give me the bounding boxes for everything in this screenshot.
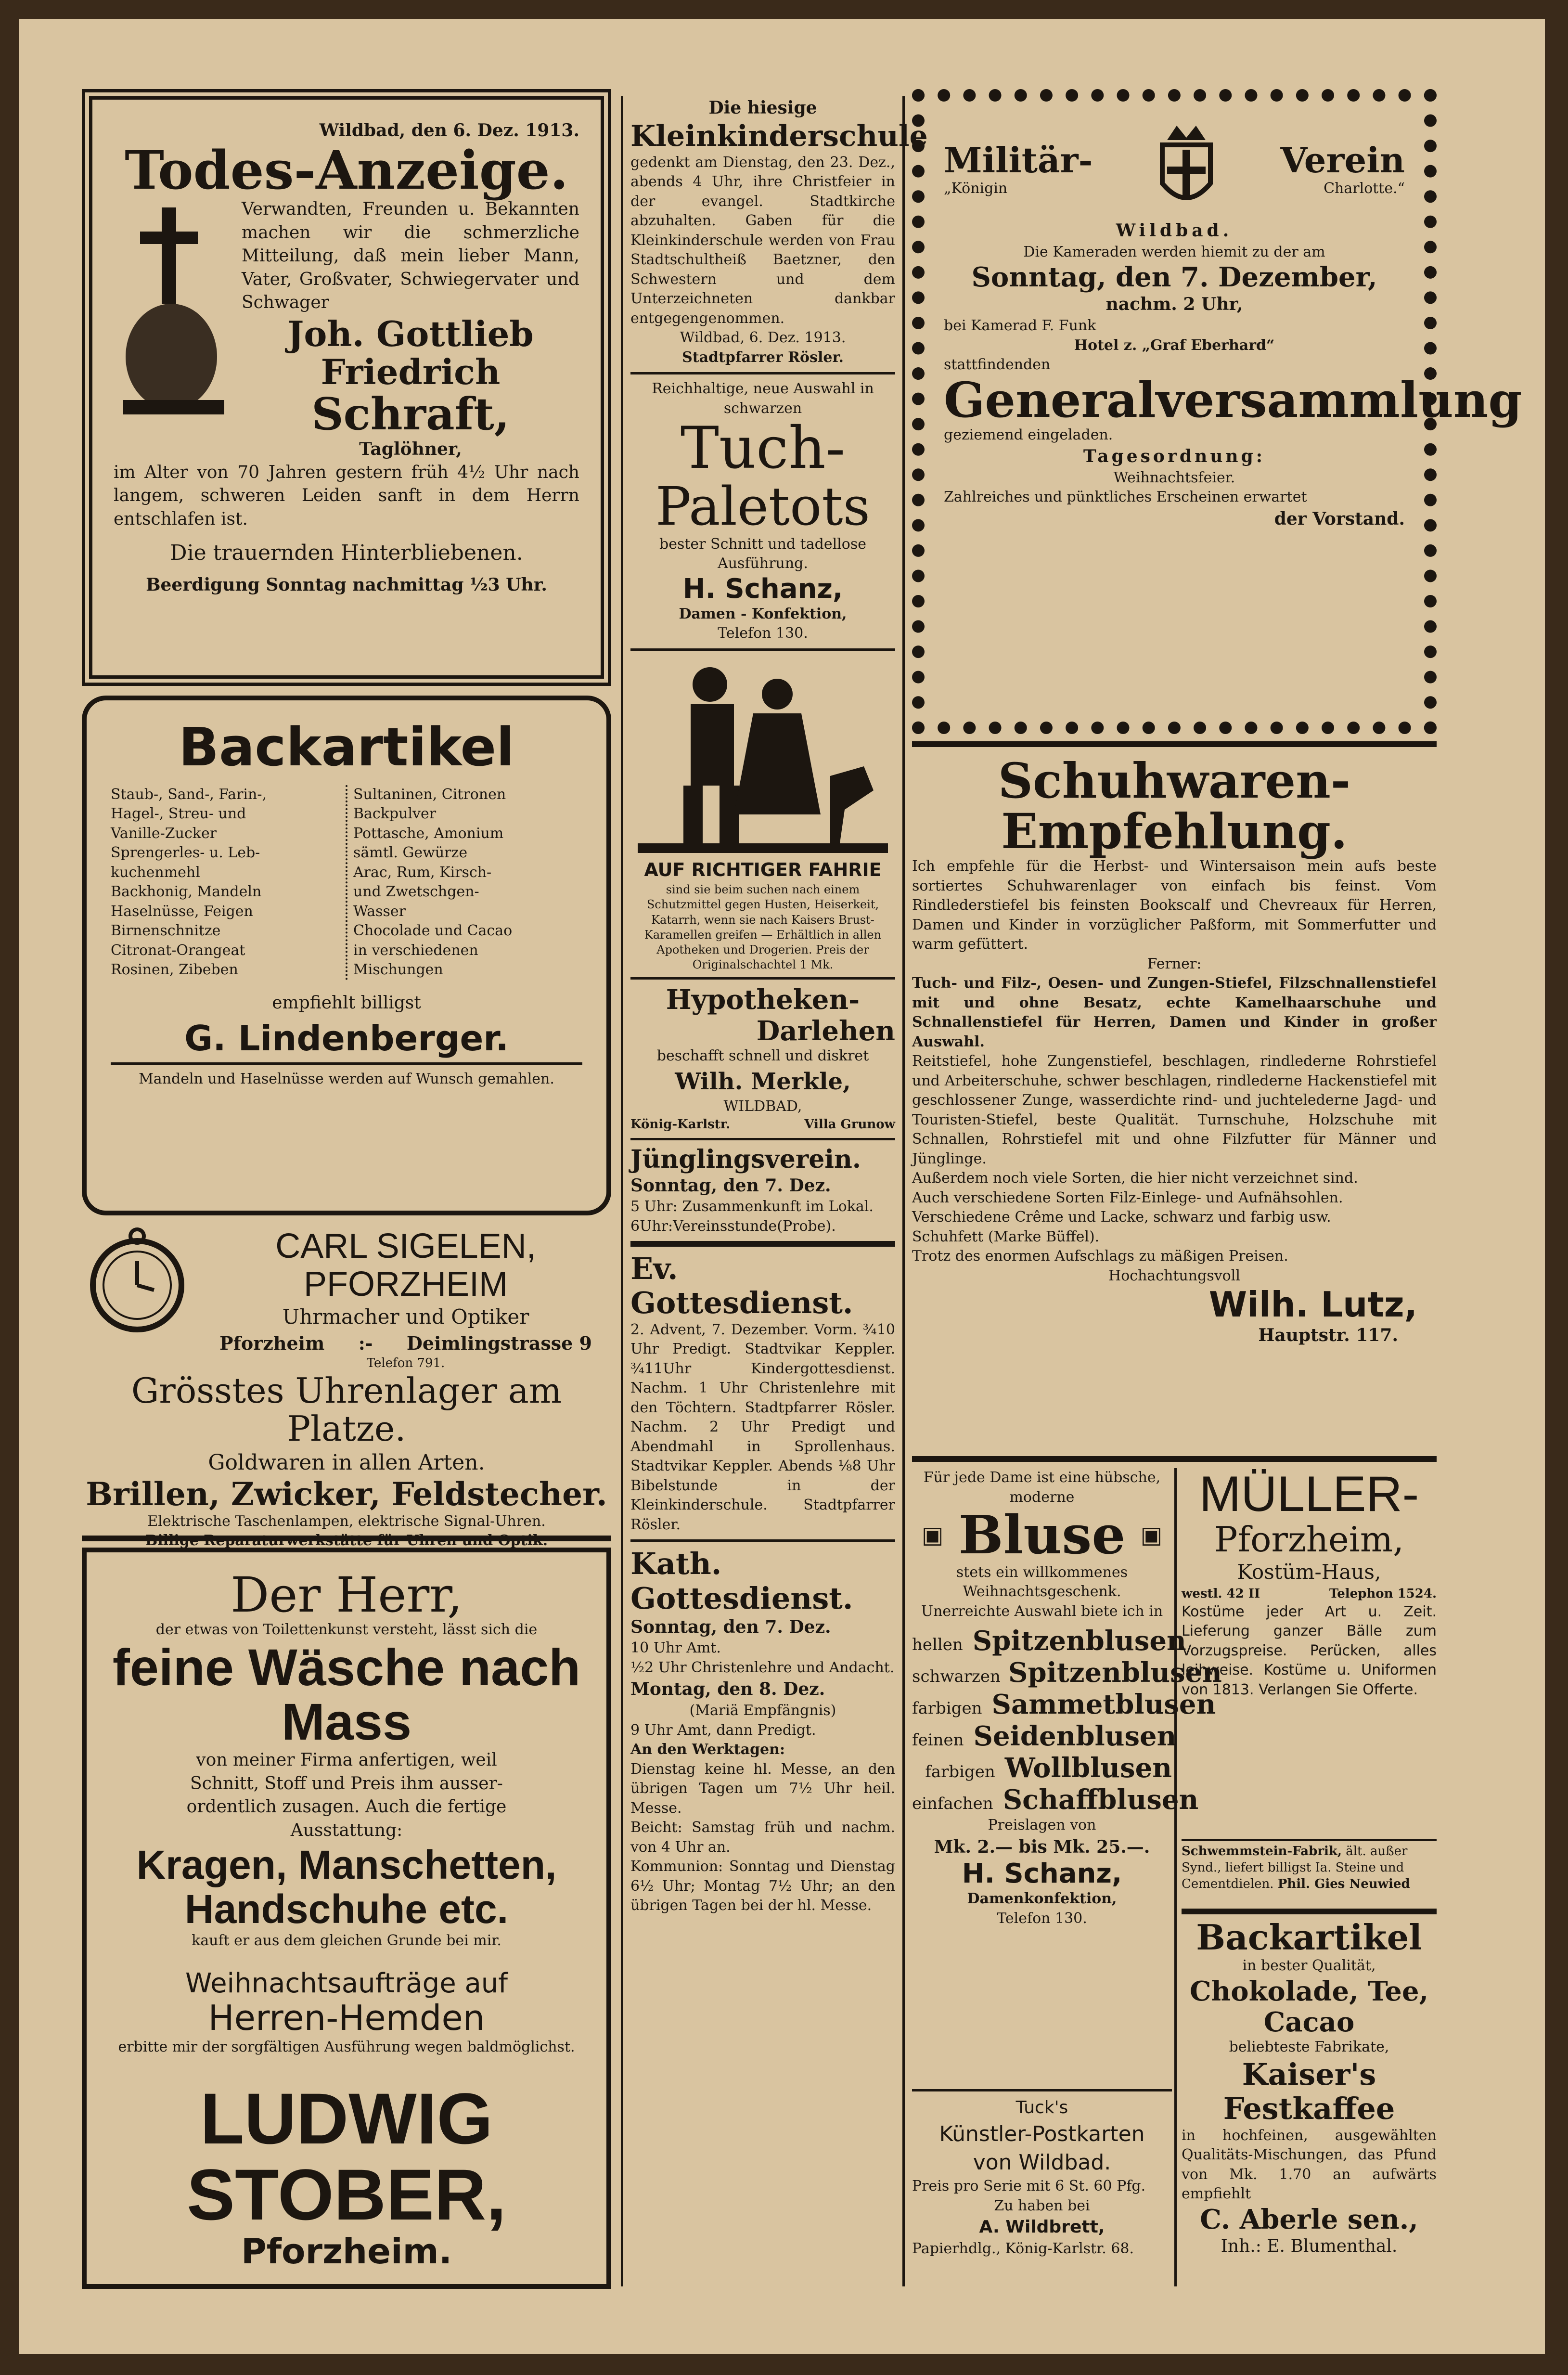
- merkle-name: Wilh. Merkle,: [675, 1068, 851, 1095]
- sigelen-separator: :-: [358, 1332, 373, 1355]
- juenglings-title: Jünglingsverein.: [630, 1144, 861, 1174]
- bluse-range: Mk. 2.— bis Mk. 25.—.: [934, 1836, 1150, 1857]
- militaer-at: bei Kamerad F. Funk: [944, 317, 1096, 335]
- stober-line5: ordentlich zusagen. Auch die fertige: [186, 1797, 507, 1817]
- aberle-name: C. Aberle sen.,: [1200, 2203, 1418, 2235]
- militaer-sub-right: Charlotte.“: [1324, 180, 1405, 197]
- ev-title: Ev. Gottesdienst.: [630, 1251, 853, 1321]
- divider: [111, 1062, 582, 1065]
- bluse-text2: Unerreichte Auswahl biete ich in: [921, 1602, 1163, 1620]
- kath-l4: 9 Uhr Amt, dann Predigt.: [630, 1721, 816, 1739]
- bluse-name: H. Schanz,: [962, 1858, 1122, 1890]
- divider: [630, 1241, 895, 1247]
- lutz-name: Wilh. Lutz,: [1208, 1284, 1417, 1325]
- bluse-list: [912, 1625, 1222, 1816]
- divider: [82, 1536, 611, 1541]
- crown-shield-emblem: [1143, 121, 1230, 219]
- kath-beicht: Beicht: Samstag früh und nachm. von 4 Uhr an.: [630, 1819, 895, 1856]
- lutz-addr: Hauptstr. 117.: [1258, 1325, 1398, 1346]
- bluse-phone: Telefon 130.: [997, 1910, 1087, 1927]
- aberle-brand: beliebteste Fabrikate,: [1229, 2039, 1389, 2056]
- aberle-q: in bester Qualität,: [1242, 1957, 1376, 1975]
- lutz-p7: Schuhfett (Marke Büffel).: [912, 1228, 1100, 1245]
- militaer-right: Verein: [1280, 140, 1405, 181]
- stober-kragen: Kragen, Manschetten,: [136, 1842, 557, 1887]
- militaer-date: Sonntag, den 7. Dezember,: [971, 261, 1377, 294]
- sigelen-street: Deimlingstrasse 9: [406, 1332, 592, 1355]
- sigelen-gold: Goldwaren in allen Arten.: [208, 1450, 485, 1475]
- mueller-costume-ad: [1182, 1468, 1437, 1844]
- schanz-paletots-ad: [630, 379, 895, 644]
- kath-kommunion: Kommunion: Sonntag und Dienstag 6½ Uhr; Montag 7½ Uhr; an den übrigen Tagen bei der hl. Messe.: [630, 1858, 895, 1914]
- list-item: [912, 1689, 1216, 1720]
- dancing-couple-illustration: [630, 656, 895, 858]
- divider: [630, 1138, 895, 1140]
- mueller-name: MÜLLER-: [1199, 1466, 1419, 1522]
- ev-gottesdienst-notice: [630, 1252, 895, 1535]
- stober-line2: der etwas von Toilettenkunst versteht, lässt sich die: [155, 1621, 538, 1638]
- militaer-time: nachm. 2 Uhr,: [1105, 294, 1243, 315]
- kinderschule-title: Kleinkinderschule: [630, 119, 928, 153]
- merkle-addr2: Villa Grunow: [804, 1117, 895, 1132]
- divider: [1182, 1909, 1437, 1914]
- lutz-title: Schuhwaren-Empfehlung.: [998, 752, 1351, 860]
- tuck-addr: Papierhdlg., König-Karlstr. 68.: [912, 2240, 1134, 2257]
- blusen-name: Schaffblusen: [1002, 1784, 1199, 1816]
- juenglings-date: Sonntag, den 7. Dez.: [630, 1175, 831, 1196]
- list-item: Wasser: [353, 903, 406, 920]
- ornament-icon: ▣: [922, 1521, 944, 1549]
- kath-date2: Montag, den 8. Dez.: [630, 1679, 825, 1700]
- schanz-phone: Telefon 130.: [718, 625, 808, 642]
- stober-weihnacht: Weihnachtsaufträge auf: [185, 1967, 508, 1999]
- kinderschule-date: Wildbad, 6. Dez. 1913.: [680, 329, 846, 347]
- blusen-name: Spitzenblusen: [1008, 1657, 1222, 1689]
- militaer-stattfindenden: stattfindenden: [944, 356, 1051, 374]
- list-item: Citronat-Orangeat: [111, 942, 245, 959]
- aberle-items: Chokolade, Tee, Cacao: [1189, 1975, 1429, 2039]
- stober-line4: Schnitt, Stoff und Preis ihm ausser-: [190, 1773, 503, 1794]
- list-item: [912, 1657, 1222, 1689]
- list-item: Backhonig, Mandeln: [111, 883, 262, 900]
- divider: [912, 1456, 1437, 1462]
- burial-time: Beerdigung Sonntag nachmittag ½3 Uhr.: [146, 574, 547, 595]
- militaer-place: Wildbad.: [1116, 220, 1233, 241]
- aberle-title: Backartikel: [1196, 1917, 1422, 1958]
- bluse-prices: Preislagen von: [988, 1817, 1096, 1833]
- sigelen-name: CARL SIGELEN, PFORZHEIM: [275, 1227, 536, 1304]
- kath-date1: Sonntag, den 7. Dez.: [630, 1616, 831, 1637]
- stober-ad: [82, 1548, 611, 2289]
- column-rule: [621, 96, 623, 2286]
- militaer-sub-left: „Königin: [944, 180, 1008, 197]
- aberle-ad: [1182, 1918, 1437, 2298]
- backartikel-left-list: [111, 785, 340, 980]
- stober-headline: feine Wäsche nach Mass: [112, 1638, 581, 1751]
- militaer-closing: Zahlreiches und pünktliches Erscheinen erwartet: [944, 489, 1307, 506]
- stober-der-herr: Der Herr,: [231, 1567, 463, 1623]
- mueller-addr: westl. 42 II: [1182, 1587, 1260, 1601]
- lutz-p1: Ich empfehle für die Herbst- und Wintersaison mein aufs beste sortiertes Schuhwarenlager von einfach bis feinst. Vom Rindlederstiefel bis feinsten Bookscalf und Chevreaux für Herren, Damen und Kinder in vorzüglicher Paßform, mit Sommerfutter und warm gefüttert.: [912, 858, 1437, 953]
- aberle-kaiser: Kaiser's Festkaffee: [1223, 2056, 1395, 2127]
- lutz-p6: Verschiedene Crême und Lacke, schwarz und farbig usw.: [912, 1209, 1331, 1226]
- ev-text: 2. Advent, 7. Dezember. Vorm. ¾10 Uhr Predigt. Stadtvikar Keppler. ¾11Uhr Kindergottesdienst. Nachm. 1 Uhr Christenlehre mit den Töchtern. Stadtpfarrer Rösler. Nachm. 2 Uhr Predigt und Abendmahl in Sprollenhaus. Stadtvikar Keppler. Abends ⅛8 Uhr Bibelstunde in der Kleinkinderschule. Stadtpfarrer Rösler.: [630, 1321, 895, 1533]
- stober-handschuhe: Handschuhe etc.: [184, 1886, 509, 1932]
- kinderschule-pre: Die hiesige: [708, 98, 817, 118]
- backartikel-right-list: [353, 785, 582, 980]
- merchant-name: G. Lindenberger.: [184, 1018, 509, 1059]
- list-item: [912, 1752, 1172, 1784]
- blusen-name: Sammetblusen: [991, 1689, 1216, 1720]
- merkle-ad: [630, 984, 895, 1133]
- deceased-name-2: Schraft,: [311, 388, 510, 440]
- list-item: [912, 1625, 1186, 1657]
- bluse-text1: stets ein willkommenes Weihnachtsgeschenk.: [956, 1563, 1128, 1600]
- death-intro: Verwandten, Freunden u. Bekannten machen wir die schmerzliche Mitteilung, daß mein lieber Mann, Vater, Großvater, Schwiegervater und Schwager: [242, 199, 579, 313]
- paletots-title: Paletots: [655, 476, 870, 538]
- column-2: [630, 96, 928, 1916]
- list-item: Hagel-, Streu- und: [111, 805, 246, 822]
- sigelen-city: Pforzheim: [219, 1332, 325, 1355]
- stober-erbitte: erbitte mir der sorgfältigen Ausführung wegen baldmöglichst.: [118, 2038, 575, 2055]
- militaer-tages: Tagesordnung:: [1083, 446, 1266, 467]
- list-item: Chocolade und Cacao: [353, 922, 513, 939]
- list-item: Staub-, Sand-, Farin-,: [111, 786, 267, 803]
- sigelen-elektrisch: Elektrische Taschenlampen, elektrische Signal-Uhren.: [147, 1512, 546, 1530]
- stober-ausstattung: Ausstattung:: [290, 1820, 403, 1841]
- kinderschule-notice: [630, 96, 928, 367]
- kath-l5: Dienstag keine hl. Messe, an den übrigen Tagen um 7½ Uhr heil. Messe.: [630, 1760, 895, 1817]
- paletots-quality: bester Schnitt und tadellose Ausführung.: [659, 535, 866, 572]
- death-title: Todes-Anzeige.: [125, 139, 568, 201]
- militaer-weihnacht: Weihnachtsfeier.: [1113, 469, 1235, 486]
- lutz-p4: Außerdem noch viele Sorten, die hier nicht verzeichnet sind.: [912, 1170, 1358, 1187]
- tuck-name: A. Wildbrett,: [979, 2217, 1105, 2237]
- juenglings-l1: 5 Uhr: Zusammenkunft im Lokal.: [630, 1198, 874, 1215]
- bluse-title: Bluse: [958, 1504, 1126, 1566]
- stober-city: Pforzheim.: [241, 2231, 452, 2272]
- tuck-postcards-ad: [912, 2089, 1172, 2291]
- list-item: [912, 1784, 1199, 1816]
- stober-hemden: Herren-Hemden: [208, 1998, 485, 2039]
- kinderschule-sign: Stadtpfarrer Rösler.: [682, 349, 844, 366]
- list-item: Backpulver: [353, 805, 437, 822]
- militaer-left: Militär-: [944, 140, 1093, 181]
- list-item: Haselnüsse, Feigen: [111, 903, 253, 920]
- mourning-angel-illustration: [114, 198, 234, 461]
- death-place-date: Wildbad, den 6. Dez. 1913.: [319, 120, 579, 141]
- mueller-phone: Telephon 1524.: [1329, 1587, 1437, 1601]
- deceased-occupation: Taglöhner,: [359, 439, 462, 460]
- lutz-p3: Reitstiefel, hohe Zungenstiefel, beschlagen, rindlederne Rohrstiefel und Arbeiterschuhe, schwer beschlagen, rindlederne Hackenstiefel mit geschlossener Zunge, wasserdichte rind- und juchtelederne Jagd- und Touristen-Stiefel, beste Qualität. Turnschuhe, Holzschuhe mit Schnallen, Rohrstiefel mit und ohne Filzfutter für Männer und Jünglinge.: [912, 1053, 1437, 1167]
- kath-werktage: An den Werktagen:: [630, 1741, 785, 1758]
- list-item: Sultaninen, Citronen: [353, 786, 506, 803]
- tuck-l1: Tuck's: [1015, 2098, 1068, 2117]
- backartikel-note: Mandeln und Haselnüsse werden auf Wunsch gemahlen.: [139, 1071, 554, 1088]
- blusen-adjective: farbigen: [925, 1762, 995, 1781]
- stober-kauft: kauft er aus dem gleichen Grunde bei mir.: [192, 1932, 501, 1949]
- lutz-p2: Tuch- und Filz-, Oesen- und Zungen-Stiefel, Filzschnallenstiefel mit und ohne Besatz, echte Kamelhaarschuhe und Schnallenstiefel für Herren, Damen und Kinder in großer Auswahl.: [912, 975, 1437, 1050]
- list-item: und Zwetschgen-: [353, 883, 479, 900]
- divider: [630, 1539, 895, 1542]
- lutz-greet: Hochachtungsvoll: [1108, 1267, 1240, 1284]
- sigelen-headline: Grösstes Uhrenlager am Platze.: [131, 1370, 562, 1449]
- divider: [912, 741, 1437, 747]
- kath-l1: 10 Uhr Amt.: [630, 1639, 721, 1657]
- kath-l3: (Mariä Empfängnis): [689, 1702, 836, 1719]
- lutz-p5: Auch verschiedene Sorten Filz-Einlege- und Aufnähsohlen.: [912, 1189, 1343, 1206]
- blusen-name: Seidenblusen: [973, 1720, 1177, 1752]
- kath-gottesdienst-notice: [630, 1547, 895, 1915]
- merkle-text: beschafft schnell und diskret: [656, 1047, 869, 1065]
- lutz-shoe-ad: [912, 752, 1437, 1454]
- tuck-l2: Künstler-Postkarten: [939, 2121, 1145, 2146]
- schwemm-title: Schwemmstein-Fabrik,: [1182, 1844, 1342, 1859]
- schanz-name: H. Schanz,: [682, 573, 843, 605]
- merkle-city: WILDBAD,: [723, 1098, 802, 1115]
- list-item: [912, 1720, 1177, 1752]
- list-item: Pottasche, Amonium: [353, 825, 504, 842]
- column-rule: [1174, 1468, 1177, 2286]
- kath-l2: ½2 Uhr Christenlehre und Andacht.: [630, 1659, 895, 1676]
- aberle-text: in hochfeinen, ausgewählten Qualitäts-Mischungen, das Pfund von Mk. 1.70 an aufwärts empfiehlt: [1182, 2127, 1437, 2203]
- deceased-name-1: Joh. Gottlieb Friedrich: [287, 313, 534, 393]
- blusen-adjective: einfachen: [912, 1794, 993, 1813]
- merkle-addr1: König-Karlstr.: [630, 1117, 731, 1132]
- schwemm-name: Phil. Gies Neuwied: [1277, 1876, 1410, 1891]
- blusen-name: Spitzenblusen: [972, 1625, 1186, 1657]
- blusen-adjective: hellen: [912, 1635, 963, 1654]
- sigelen-trade: Uhrmacher und Optiker: [282, 1305, 529, 1329]
- list-item: sämtl. Gewürze: [353, 844, 468, 861]
- list-item: Arac, Rum, Kirsch-: [353, 864, 492, 881]
- schanz-dept: Damen - Konfektion,: [679, 605, 847, 622]
- death-text: im Alter von 70 Jahren gestern früh 4½ Uhr nach langem, schweren Leiden sanft in dem Herrn entschlafen ist.: [114, 462, 579, 529]
- juenglingsverein-notice: [630, 1145, 895, 1236]
- backartikel-title: Backartikel: [179, 716, 514, 778]
- merkle-title2: Darlehen: [756, 1015, 895, 1047]
- militaer-title: Generalversammlung: [944, 371, 1522, 428]
- aberle-owner: Inh.: E. Blumenthal.: [1221, 2236, 1398, 2256]
- ornament-icon: ▣: [1140, 1521, 1162, 1549]
- blusen-adjective: farbigen: [912, 1699, 982, 1718]
- sigelen-brillen: Brillen, Zwicker, Feldstecher.: [86, 1475, 607, 1513]
- militaer-hotel: Hotel z. „Graf Eberhard“: [1074, 336, 1275, 354]
- list-item: Rosinen, Zibeben: [111, 961, 238, 978]
- schwemmstein-ad: [1182, 1844, 1437, 1906]
- tuck-l3: von Wildbad.: [973, 2150, 1111, 2175]
- militaer-invite: Die Kameraden werden hiemit zu der am: [1023, 243, 1325, 260]
- militaer-verein-notice: [912, 89, 1522, 734]
- blusen-adjective: feinen: [912, 1730, 964, 1750]
- sigelen-repair: Billige Reparaturwerkstätte für Uhren und Optik.: [145, 1532, 548, 1549]
- stober-name: LUDWIG STOBER,: [186, 2078, 506, 2235]
- tuck-zu: Zu haben bei: [994, 2197, 1090, 2214]
- list-item: Mischungen: [353, 961, 443, 978]
- kinderschule-text: gedenkt am Dienstag, den 23. Dez., abends 4 Uhr, ihre Christfeier in der evangel. Stadtkirche abzuhalten. Gaben für die Kleinkinderschule werden von Frau Stadtschultheiß Baetzner, den Schwestern und dem Unterzeichneten dankbar entgegengenommen.: [630, 154, 895, 327]
- list-item: Birnenschnitze: [111, 922, 221, 939]
- bluse-intro: Für jede Dame ist eine hübsche, moderne: [923, 1469, 1161, 1506]
- list-item: kuchenmehl: [111, 864, 200, 881]
- kaiser-fahrie-ad: [630, 656, 895, 972]
- list-item: Sprengerles- u. Leb-: [111, 844, 260, 861]
- divider: [630, 372, 895, 374]
- death-notice: [82, 89, 611, 686]
- list-item: in verschiedenen: [353, 942, 478, 959]
- pocket-watch-illustration: [82, 1227, 193, 1372]
- mourners: Die trauernden Hinterbliebenen.: [170, 541, 523, 566]
- stober-line3: von meiner Firma anfertigen, weil: [196, 1750, 497, 1770]
- lutz-p8: Trotz des enormen Aufschlags zu mäßigen Preisen.: [912, 1248, 1288, 1265]
- paletots-tuch: Tuch-: [680, 415, 846, 482]
- militaer-sign: der Vorstand.: [1274, 508, 1405, 529]
- tuck-price: Preis pro Serie mit 6 St. 60 Pfg.: [912, 2178, 1146, 2195]
- bluse-dept: Damenkonfektion,: [967, 1890, 1117, 1908]
- blusen-name: Wollblusen: [1004, 1752, 1172, 1784]
- mueller-city: Pforzheim,: [1214, 1519, 1404, 1560]
- merkle-title1: Hypotheken-: [666, 984, 860, 1016]
- mueller-text: Kostüme jeder Art u. Zeit. Lieferung ganzer Bälle zum Vorzugspreise. Perücken, alles leihweise. Kostüme u. Uniformen von 1813. Verlangen Sie Offerte.: [1182, 1603, 1437, 1698]
- sigelen-phone: Telefon 791.: [366, 1356, 445, 1371]
- fahrie-title: AUF RICHTIGER FAHRIE: [644, 859, 882, 880]
- newspaper-page: [19, 19, 1545, 2354]
- militaer-gez: geziemend eingeladen.: [944, 426, 1113, 443]
- column-divider: [346, 785, 347, 980]
- mueller-type: Kostüm-Haus,: [1237, 1560, 1381, 1584]
- kath-title: Kath. Gottesdienst.: [630, 1546, 853, 1616]
- backartikel-lindenberger-ad: [82, 696, 611, 1215]
- sigelen-ad: [82, 1227, 611, 1549]
- recommend-text: empfiehlt billigst: [272, 993, 421, 1013]
- juenglings-l2: 6Uhr:Vereinsstunde(Probe).: [630, 1217, 836, 1235]
- blusen-adjective: schwarzen: [912, 1667, 1001, 1686]
- schwemm-text: ält. außer Synd., liefert billigst Ia. Steine und Cementdielen.: [1182, 1844, 1408, 1891]
- divider: [630, 977, 895, 980]
- list-item: Vanille-Zucker: [111, 825, 217, 842]
- paletots-intro: Reichhaltige, neue Auswahl in schwarzen: [652, 380, 874, 417]
- column-rule: [902, 96, 905, 2286]
- fahrie-text: sind sie beim suchen nach einem Schutzmittel gegen Husten, Heiserkeit, Katarrh, wenn sie nach Kaisers Brust-Karamellen greifen — Erhältlich in allen Apotheken und Drogerien. Preis der Originalschachtel 1 Mk.: [644, 883, 882, 972]
- divider: [630, 648, 895, 651]
- lutz-ferner: Ferner:: [1147, 955, 1202, 972]
- divider: [1182, 1839, 1437, 1841]
